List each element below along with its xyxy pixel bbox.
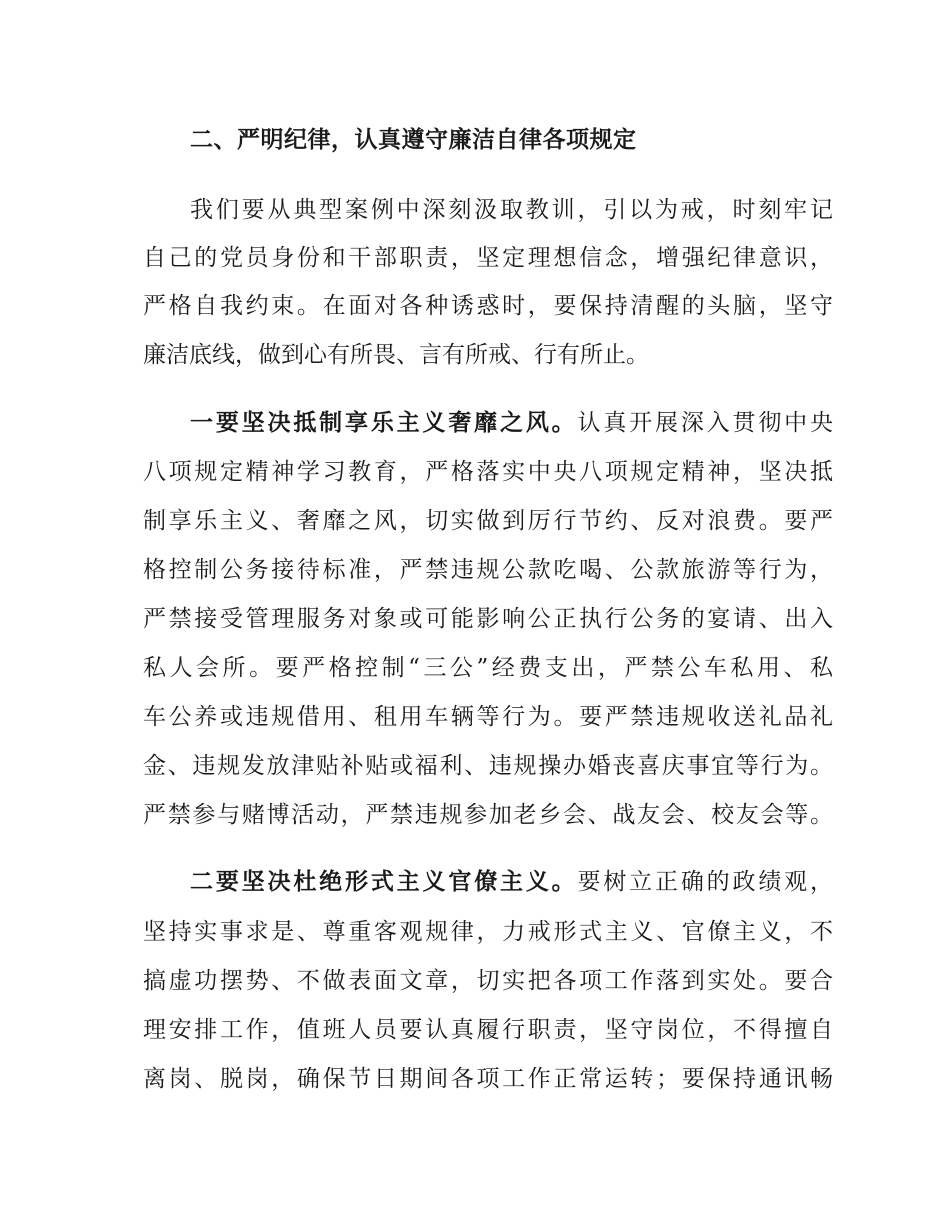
paragraph-1-line-3: 严格自我约束。在面对各种诱惑时，要保持清醒的头脑，坚守 [143, 293, 833, 319]
paragraph-2-line-6: 私人会所。要严格控制“三公”经费支出，严禁公车私用、私 [143, 655, 833, 681]
paragraph-2-first-rest: 认真开展深入贯彻中央 [577, 410, 834, 436]
paragraph-2-line-7: 车公养或违规借用、租用车辆等行为。要严禁违规收送礼品礼 [143, 704, 833, 730]
paragraph-2-line-8: 金、违规发放津贴补贴或福利、违规操办婚丧喜庆事宜等行为。 [143, 753, 833, 779]
paragraph-3-line-3: 搞虚功摆势、不做表面文章，切实把各项工作落到实处。要合 [143, 968, 833, 994]
paragraph-2-line-9: 严禁参与赌博活动，严禁违规参加老乡会、战友会、校友会等。 [143, 802, 833, 828]
paragraph-1-line-2: 自己的党员身份和干部职责，坚定理想信念，增强纪律意识， [143, 245, 833, 271]
paragraph-2-line-5: 严禁接受管理服务对象或可能影响公正执行公务的宴请、出入 [143, 606, 833, 632]
paragraph-3-line-1 [190, 867, 833, 897]
paragraph-2-lead: 一要坚决抵制享乐主义奢靡之风。 [190, 410, 578, 436]
paragraph-3-line-2: 坚持实事求是、尊重客观规律，力戒形式主义、官僚主义，不 [143, 919, 833, 945]
paragraph-3-line-4: 理安排工作，值班人员要认真履行职责，坚守岗位，不得擅自 [143, 1017, 833, 1043]
paragraph-3-lead: 二要坚决杜绝形式主义官僚主义。 [190, 869, 578, 895]
paragraph-1-line-1: 我们要从典型案例中深刻汲取教训，引以为戒，时刻牢记 [190, 197, 833, 223]
paragraph-3-line-5: 离岗、脱岗，确保节日期间各项工作正常运转；要保持通讯畅 [143, 1066, 833, 1092]
paragraph-2-line-1 [190, 408, 833, 438]
paragraph-3-first-rest: 要树立正确的政绩观， [577, 869, 834, 895]
paragraph-2-line-4: 格控制公务接待标准，严禁违规公款吃喝、公款旅游等行为， [143, 557, 833, 583]
paragraph-1-line-4: 廉洁底线，做到心有所畏、言有所戒、行有所止。 [143, 342, 649, 368]
paragraph-2-line-3: 制享乐主义、奢靡之风，切实做到厉行节约、反对浪费。要严 [143, 508, 833, 534]
section-heading: 二、严明纪律，认真遵守廉洁自律各项规定 [190, 127, 637, 153]
paragraph-2-line-2: 八项规定精神学习教育，严格落实中央八项规定精神，坚决抵 [143, 459, 833, 485]
